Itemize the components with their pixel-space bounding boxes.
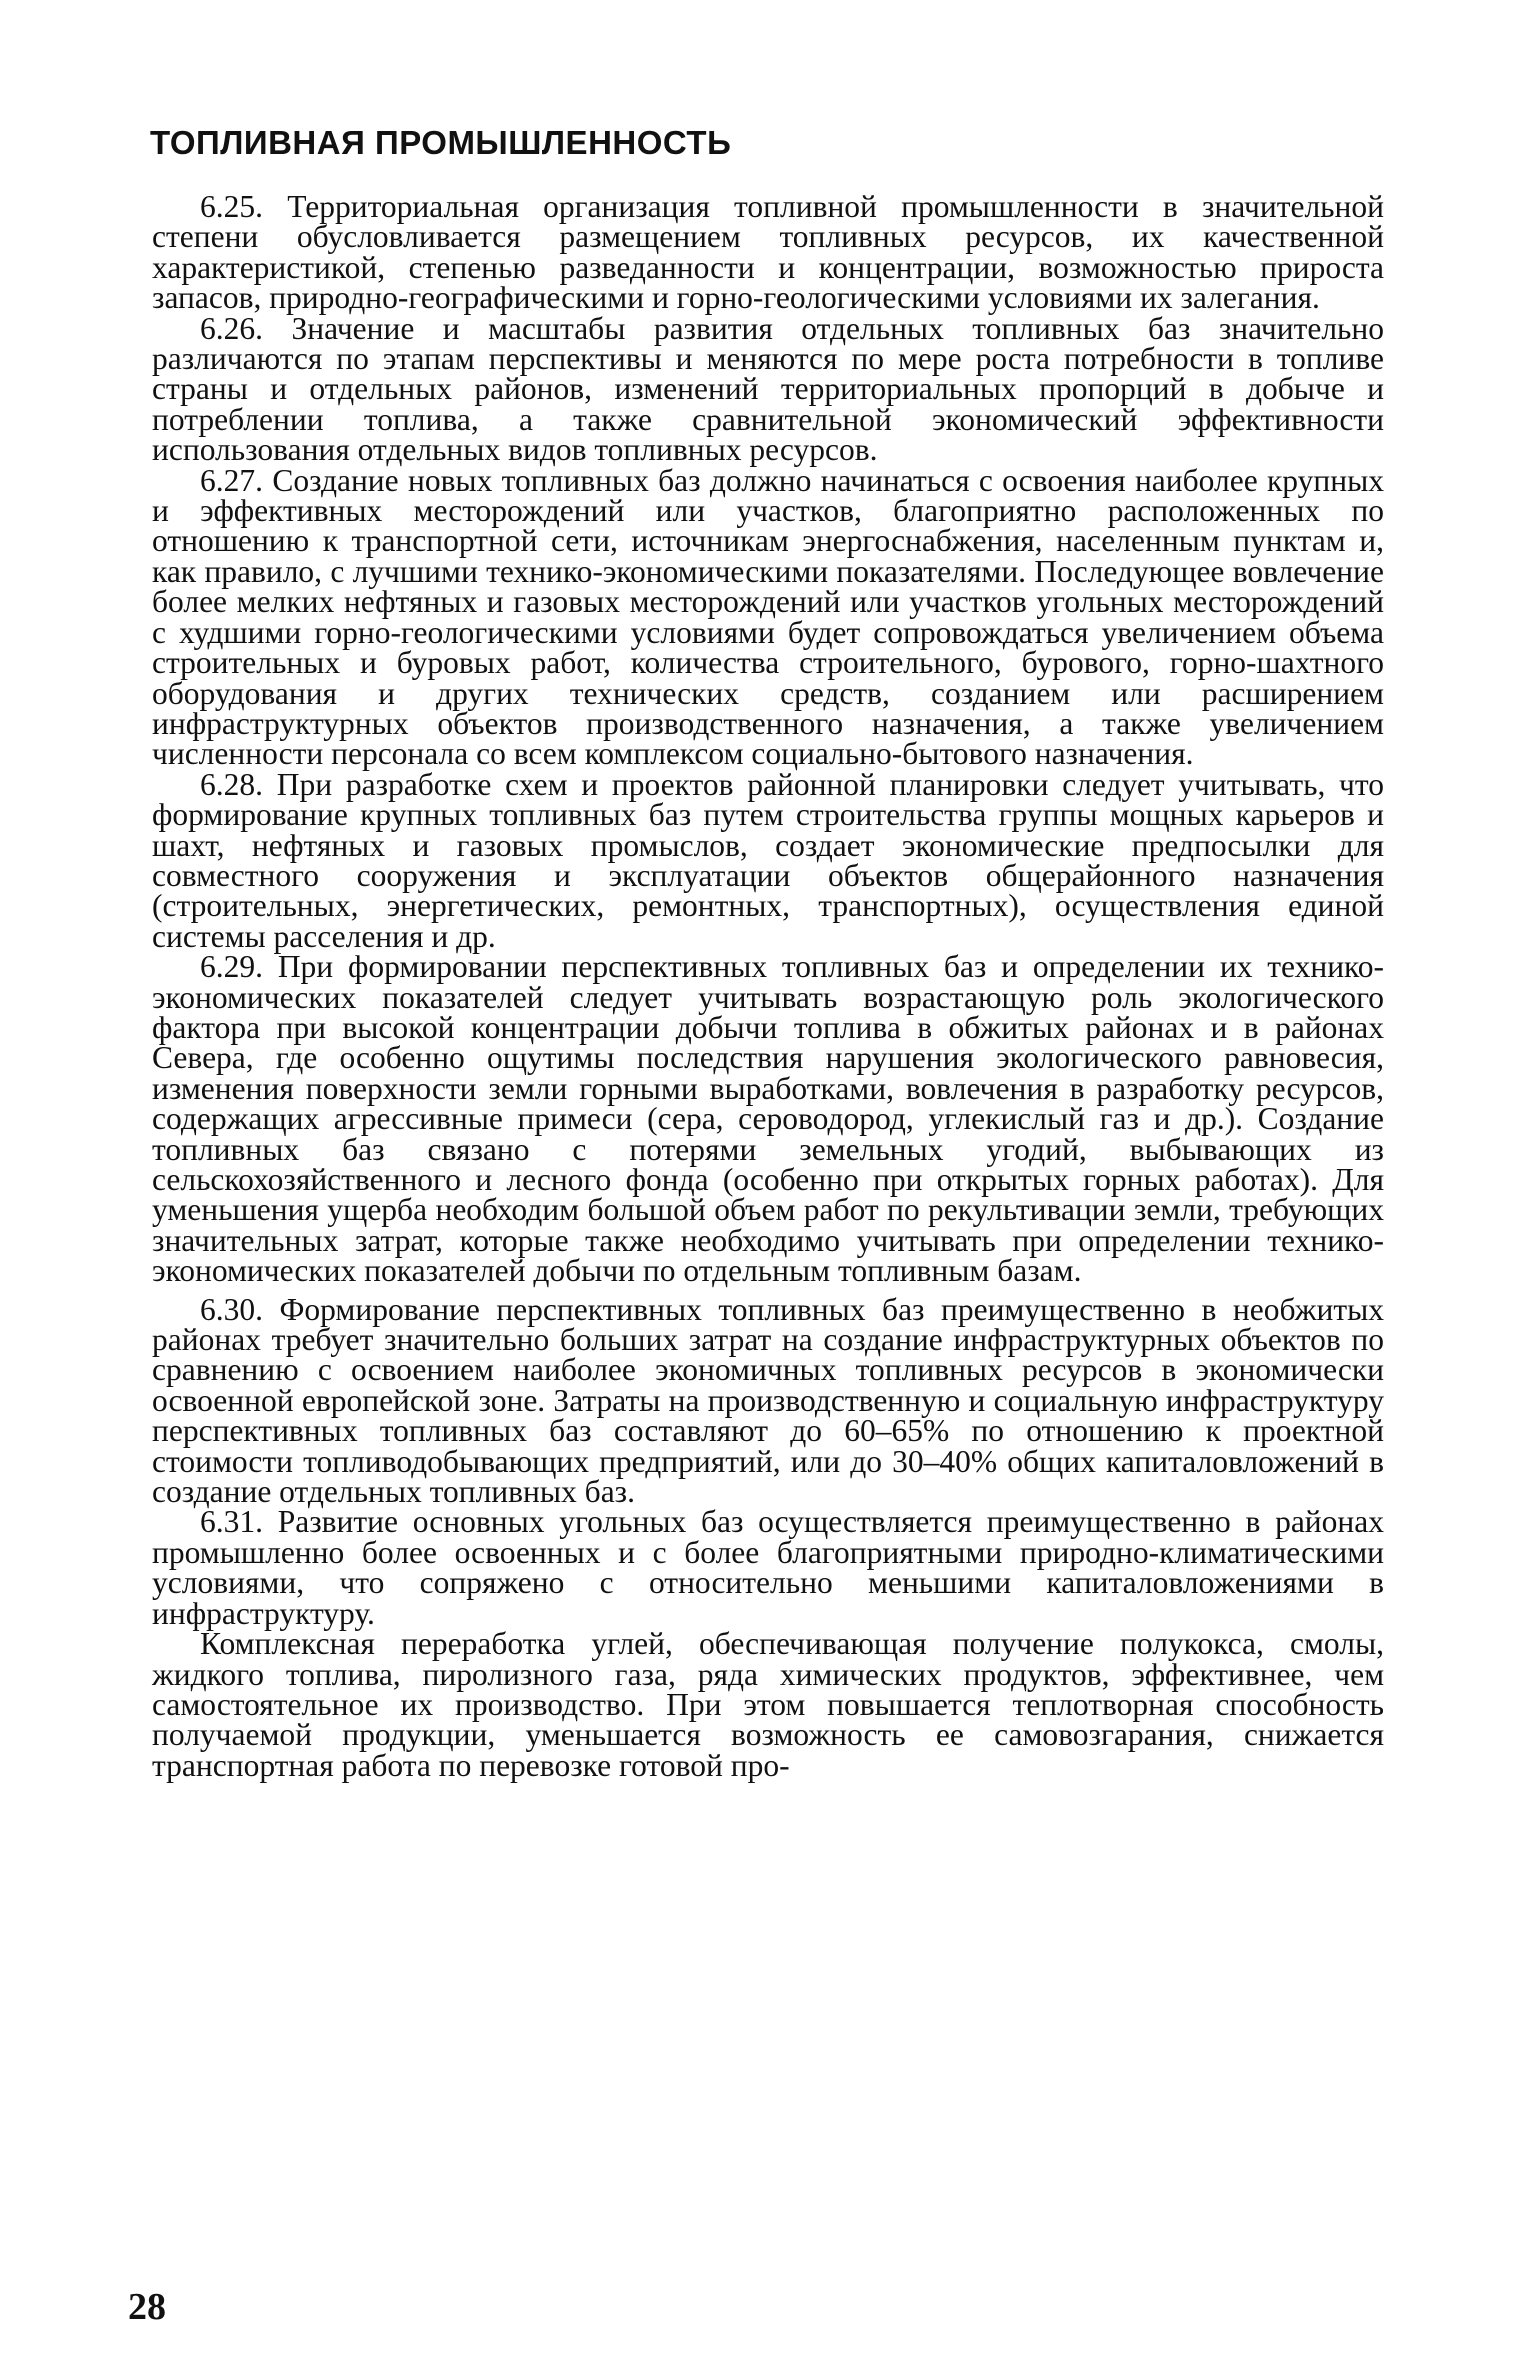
section-heading: ТОПЛИВНАЯ ПРОМЫШЛЕННОСТЬ (150, 124, 732, 161)
paragraph-number: 6.25. (200, 189, 263, 224)
paragraph-text: При формировании перспективных топливных баз и определении их технико-экономических показателей следует учитывать возрастающую роль экологического фактора при высокой концентрации добычи топлива в обжитых районах и в районах Севера, где особенно ощутимы последствия нарушения экологического равновесия, изменения поверхности земли горными выработками, вовлечения в разработку ресурсов, содержащих агрессивные примеси (сера, сероводород, углекислый газ и др.). Создание топливных баз связано с потерями земельных угодий, выбывающих из сельскохозяйственного и лесного фонда (особенно при открытых горных работах). Для уменьшения ущерба необходим большой объем работ по рекультивации земли, требующих значительных затрат, которые также необходимо учитывать при определении технико-экономических показателей добычи по отдельным топливным базам. (152, 949, 1384, 1289)
paragraph-text: Создание новых топливных баз должно начинаться с освоения наиболее крупных и эффективных месторождений или участков, благоприятно расположенных по отношению к транспортной сети, источникам энергоснабжения, населенным пунктам и, как правило, с лучшими технико-экономическими показателями. Последующее вовлечение более мелких нефтяных и газовых месторождений или участков угольных месторождений с худшими горно-геологическими условиями будет сопровождаться увеличением объема строительных и буровых работ, количества строительного, бурового, горно-шахтного оборудования и других технических средств, созданием или расширением инфраструктурных объектов производственного назначения, а также увеличением численности персонала со всем комплексом социально-бытового назначения. (152, 462, 1385, 772)
paragraph-text: Комплексная переработка углей, обеспечивающая получение полукокса, смолы, жидкого топлива, пиролизного газа, ряда химических продуктов, эффективнее, чем самостоятельное их производство. При этом повышается теплотворная способность получаемой продукции, уменьшается возможность ее самовозгарания, снижается транспортная работа по перевозке готовой про- (152, 1626, 1384, 1783)
paragraph-text: При разработке схем и проектов районной планировки следует учитывать, что формирование крупных топливных баз путем строительства группы мощных карьеров и шахт, нефтяных и газовых промыслов, создает экономические предпосылки для совместного сооружения и эксплуатации объектов общерайонного назначения (строительных, энергетических, ремонтных, транспортных), осуществления единой системы расселения и др. (152, 766, 1385, 954)
paragraph-6-28 (152, 766, 1385, 954)
paragraph-number: 6.31. (200, 1504, 263, 1540)
paragraph-6-30 (152, 1291, 1385, 1510)
paragraph-6-25 (152, 189, 1385, 316)
paragraph-6-27 (152, 462, 1385, 772)
body-text (152, 189, 1385, 1783)
paragraph-6-26 (152, 310, 1385, 468)
paragraph-number: 6.28. (200, 766, 263, 802)
paragraph-text: Развитие основных угольных баз осуществляется преимущественно в районах промышленно более освоенных и с более благоприятными природно-климатическими условиями, что сопряжено с относительно меньшими капиталовложениями в инфраструктуру. (152, 1504, 1385, 1631)
page-number: 28 (128, 2286, 166, 2328)
paragraph-number: 6.27. (200, 462, 263, 498)
paragraph-text: Значение и масштабы развития отдельных топливных баз значительно различаются по этапам перспективы и меняются по мере роста потребности в топливе страны и отдельных районов, изменений территориальных пропорций в добыче и потреблении топлива, а также сравнительной экономический эффективности использования отдельных видов топливных ресурсов. (152, 310, 1385, 468)
paragraph-number: 6.26. (200, 310, 263, 346)
paragraph-number: 6.30. (200, 1291, 263, 1327)
paragraph-6-31 (152, 1504, 1385, 1631)
paragraph-coal-processing (152, 1626, 1384, 1783)
paragraph-number: 6.29. (200, 949, 263, 985)
paragraph-text: Формирование перспективных топливных баз преимущественно в необжитых районах требует значительно больших затрат на создание инфраструктурных объектов по сравнению с освоением наиболее экономичных топливных ресурсов в экономически освоенной европейской зоне. Затраты на производственную и социальную инфраструктуру перспективных топливных баз составляют до 60–65% по отношению к проектной стоимости топливодобывающих предприятий, или до 30–40% общих капиталовложений в создание отдельных топливных баз. (152, 1291, 1385, 1510)
paragraph-text: Территориальная организация топливной промышленности в значительной степени обусловливается размещением топливных ресурсов, их качественной характеристикой, степенью разведанности и концентрации, возможностью прироста запасов, природно-географическими и горно-геологическими условиями их залегания. (152, 189, 1385, 316)
paragraph-6-29 (152, 949, 1384, 1289)
